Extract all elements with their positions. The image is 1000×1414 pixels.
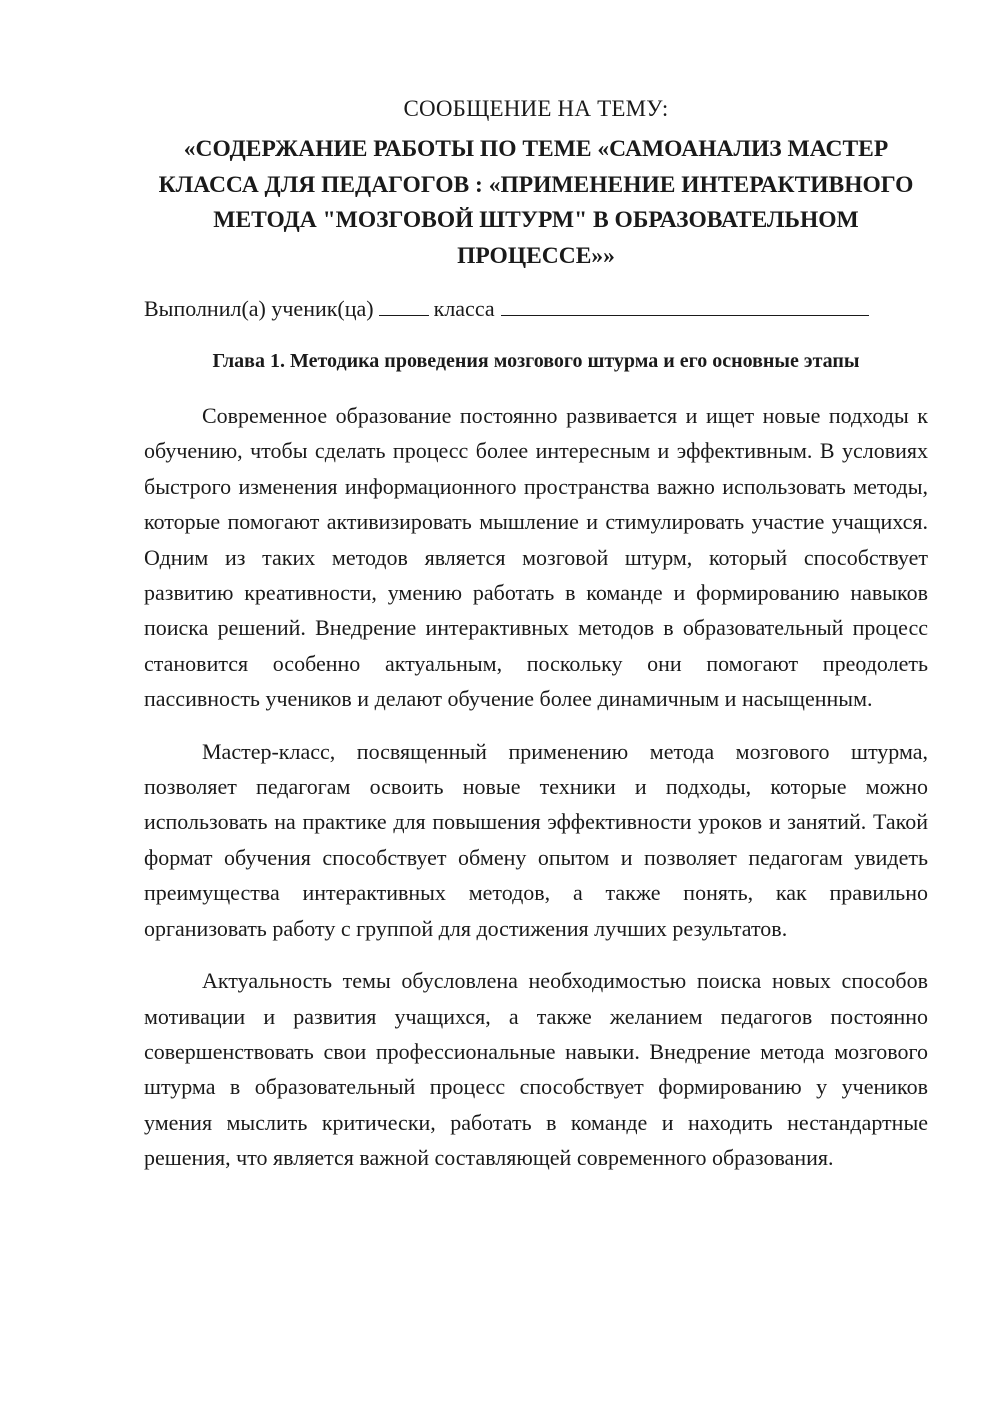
author-line [144,292,928,326]
title-line: МЕТОДА "МОЗГОВОЙ ШТУРМ" В ОБРАЗОВАТЕЛЬНОМ [213,207,859,233]
title-line: ПРОЦЕССЕ»» [457,242,615,269]
class-label: класса [433,296,495,321]
performed-by-label: Выполнил(а) ученик(ца) [144,296,374,321]
name-blank [501,295,869,316]
body-paragraph: Современное образование постоянно развивается и ищет новые подходы к обучению, чтобы сделать процесс более интересным и эффективным. В условиях быстрого изменения информационного пространства важно использовать методы, которые помогают активизировать мышление и стимулировать участие учащихся. Одним из таких методов является мозговой штурм, который способствует развитию креативности, умению работать в команде и формированию навыков поиска решений. Внедрение интерактивных методов в образовательный процесс становится особенно актуальным, поскольку они помогают преодолеть пассивность учеников и делают обучение более динамичным и насыщенным. [144,403,928,712]
title-line: «СОДЕРЖАНИЕ РАБОТЫ ПО ТЕМЕ «САМОАНАЛИЗ МАСТЕР [183,136,889,162]
chapter-title: Глава 1. Методика проведения мозгового штурма и его основные этапы [212,350,860,372]
body-paragraph: Мастер-класс, посвященный применению метода мозгового штурма, позволяет педагогам освоить новые техники и подходы, которые можно использовать на практике для повышения эффективности уроков и занятий. Такой формат обучения способствует обмену опытом и позволяет педагогам увидеть преимущества интерактивных методов, а также понять, как правильно организовать работу с группой для достижения лучших результатов. [144,738,928,941]
title-line: КЛАССА ДЛЯ ПЕДАГОГОВ : «ПРИМЕНЕНИЕ ИНТЕРАКТИВНОГО [158,171,914,198]
document-page [144,92,928,1193]
document-title [144,132,928,274]
grade-blank [379,295,429,316]
document-heading: СООБЩЕНИЕ НА ТЕМУ: [403,96,669,121]
body-paragraph: Актуальность темы обусловлена необходимостью поиска новых способов мотивации и развития учащихся, а также желанием педагогов постоянно совершенствовать свои профессиональные навыки. Внедрение метода мозгового штурма в образовательный процесс способствует формированию у учеников умения мыслить критически, работать в команде и находить нестандартные решения, что является важной составляющей современного образования. [144,968,928,1171]
